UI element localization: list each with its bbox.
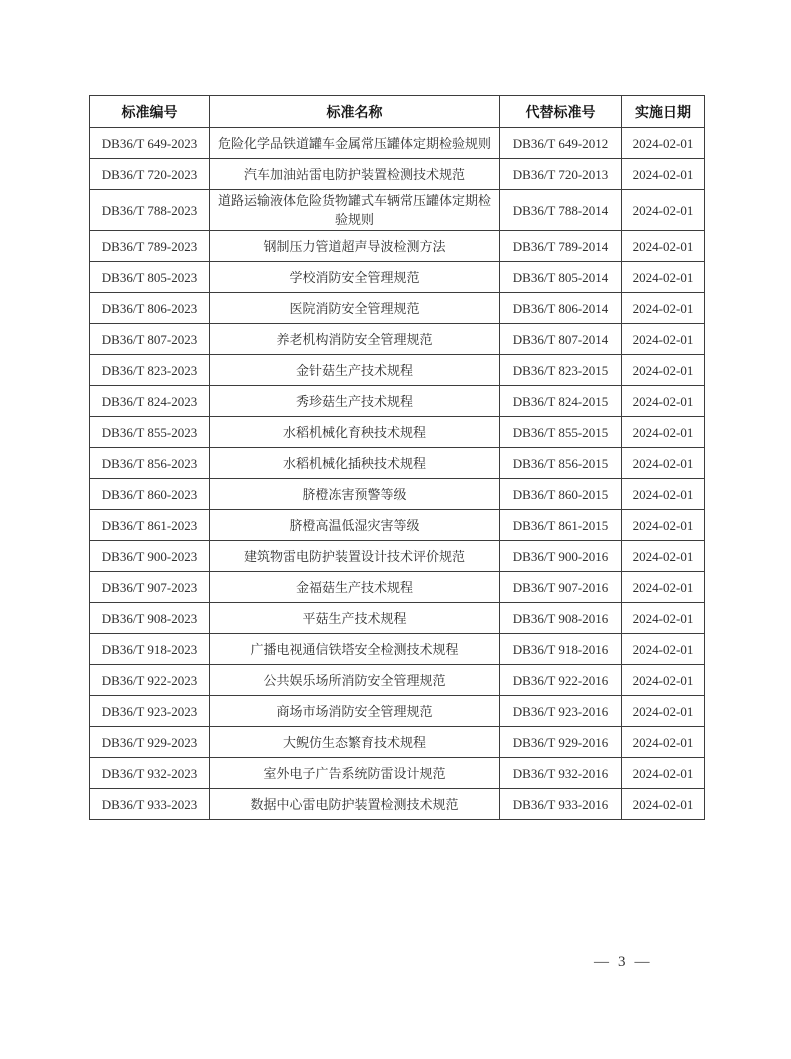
cell-replaced-standard-number: DB36/T 649-2012 [500,128,622,159]
cell-standard-name: 公共娱乐场所消防安全管理规范 [210,665,500,696]
column-header-replaced-standard-number: 代替标准号 [500,96,622,128]
cell-replaced-standard-number: DB36/T 789-2014 [500,231,622,262]
standards-table [89,95,705,820]
cell-standard-number: DB36/T 856-2023 [90,448,210,479]
cell-replaced-standard-number: DB36/T 860-2015 [500,479,622,510]
cell-standard-number: DB36/T 855-2023 [90,417,210,448]
cell-standard-name: 室外电子广告系统防雷设计规范 [210,758,500,789]
cell-implementation-date: 2024-02-01 [622,634,705,665]
cell-standard-number: DB36/T 932-2023 [90,758,210,789]
cell-standard-number: DB36/T 933-2023 [90,789,210,820]
cell-standard-name: 钢制压力管道超声导波检测方法 [210,231,500,262]
column-header-implementation-date: 实施日期 [622,96,705,128]
cell-replaced-standard-number: DB36/T 922-2016 [500,665,622,696]
footer-dash-left: — [594,954,609,970]
cell-standard-number: DB36/T 805-2023 [90,262,210,293]
table-row [90,727,705,758]
cell-replaced-standard-number: DB36/T 861-2015 [500,510,622,541]
cell-implementation-date: 2024-02-01 [622,324,705,355]
cell-standard-number: DB36/T 900-2023 [90,541,210,572]
table-row [90,603,705,634]
cell-standard-number: DB36/T 806-2023 [90,293,210,324]
cell-standard-name: 水稻机械化插秧技术规程 [210,448,500,479]
table-body [90,128,705,820]
cell-implementation-date: 2024-02-01 [622,386,705,417]
cell-implementation-date: 2024-02-01 [622,231,705,262]
cell-standard-number: DB36/T 907-2023 [90,572,210,603]
cell-implementation-date: 2024-02-01 [622,510,705,541]
cell-standard-name: 养老机构消防安全管理规范 [210,324,500,355]
cell-standard-number: DB36/T 908-2023 [90,603,210,634]
cell-standard-name: 大鲵仿生态繁育技术规程 [210,727,500,758]
cell-replaced-standard-number: DB36/T 823-2015 [500,355,622,386]
table-row [90,324,705,355]
cell-standard-number: DB36/T 824-2023 [90,386,210,417]
table-row [90,572,705,603]
cell-implementation-date: 2024-02-01 [622,355,705,386]
table-row [90,355,705,386]
cell-standard-name: 学校消防安全管理规范 [210,262,500,293]
cell-replaced-standard-number: DB36/T 923-2016 [500,696,622,727]
table-row [90,159,705,190]
table-row [90,417,705,448]
cell-replaced-standard-number: DB36/T 907-2016 [500,572,622,603]
cell-standard-name: 脐橙高温低湿灾害等级 [210,510,500,541]
cell-standard-name: 汽车加油站雷电防护装置检测技术规范 [210,159,500,190]
cell-implementation-date: 2024-02-01 [622,159,705,190]
cell-implementation-date: 2024-02-01 [622,128,705,159]
cell-implementation-date: 2024-02-01 [622,541,705,572]
table-row [90,386,705,417]
table-row [90,665,705,696]
cell-replaced-standard-number: DB36/T 908-2016 [500,603,622,634]
cell-standard-name: 建筑物雷电防护装置设计技术评价规范 [210,541,500,572]
table-header [90,96,705,128]
table-row [90,634,705,665]
cell-standard-name: 数据中心雷电防护装置检测技术规范 [210,789,500,820]
cell-standard-name: 金针菇生产技术规程 [210,355,500,386]
cell-implementation-date: 2024-02-01 [622,417,705,448]
table-row [90,262,705,293]
cell-replaced-standard-number: DB36/T 720-2013 [500,159,622,190]
footer-dash-right: — [634,954,650,970]
table-row [90,190,705,231]
cell-standard-name: 道路运输液体危险货物罐式车辆常压罐体定期检验规则 [210,190,500,231]
cell-implementation-date: 2024-02-01 [622,603,705,634]
cell-implementation-date: 2024-02-01 [622,572,705,603]
cell-implementation-date: 2024-02-01 [622,262,705,293]
cell-replaced-standard-number: DB36/T 929-2016 [500,727,622,758]
cell-standard-name: 金福菇生产技术规程 [210,572,500,603]
cell-standard-name: 危险化学品铁道罐车金属常压罐体定期检验规则 [210,128,500,159]
page-number: 3 [618,954,626,970]
cell-standard-name: 秀珍菇生产技术规程 [210,386,500,417]
cell-standard-number: DB36/T 922-2023 [90,665,210,696]
column-header-standard-name: 标准名称 [210,96,500,128]
table-row [90,696,705,727]
cell-standard-number: DB36/T 720-2023 [90,159,210,190]
cell-implementation-date: 2024-02-01 [622,448,705,479]
cell-standard-number: DB36/T 789-2023 [90,231,210,262]
cell-implementation-date: 2024-02-01 [622,293,705,324]
cell-replaced-standard-number: DB36/T 932-2016 [500,758,622,789]
cell-standard-number: DB36/T 807-2023 [90,324,210,355]
table-header-row [90,96,705,128]
cell-standard-number: DB36/T 788-2023 [90,190,210,231]
cell-replaced-standard-number: DB36/T 855-2015 [500,417,622,448]
cell-standard-number: DB36/T 929-2023 [90,727,210,758]
cell-standard-number: DB36/T 861-2023 [90,510,210,541]
cell-replaced-standard-number: DB36/T 900-2016 [500,541,622,572]
cell-replaced-standard-number: DB36/T 918-2016 [500,634,622,665]
cell-standard-number: DB36/T 649-2023 [90,128,210,159]
table-row [90,128,705,159]
cell-standard-name: 平菇生产技术规程 [210,603,500,634]
cell-standard-name: 医院消防安全管理规范 [210,293,500,324]
cell-standard-number: DB36/T 918-2023 [90,634,210,665]
cell-standard-name: 脐橙冻害预警等级 [210,479,500,510]
table-row [90,758,705,789]
cell-implementation-date: 2024-02-01 [622,665,705,696]
cell-standard-number: DB36/T 923-2023 [90,696,210,727]
cell-replaced-standard-number: DB36/T 807-2014 [500,324,622,355]
cell-replaced-standard-number: DB36/T 933-2016 [500,789,622,820]
cell-implementation-date: 2024-02-01 [622,758,705,789]
cell-replaced-standard-number: DB36/T 824-2015 [500,386,622,417]
cell-implementation-date: 2024-02-01 [622,789,705,820]
cell-replaced-standard-number: DB36/T 805-2014 [500,262,622,293]
cell-standard-name: 商场市场消防安全管理规范 [210,696,500,727]
table-row [90,789,705,820]
page-footer [594,954,650,971]
cell-standard-number: DB36/T 823-2023 [90,355,210,386]
cell-implementation-date: 2024-02-01 [622,727,705,758]
cell-replaced-standard-number: DB36/T 806-2014 [500,293,622,324]
table-row [90,231,705,262]
cell-implementation-date: 2024-02-01 [622,190,705,231]
cell-implementation-date: 2024-02-01 [622,479,705,510]
table-row [90,541,705,572]
table-row [90,510,705,541]
cell-standard-name: 广播电视通信铁塔安全检测技术规程 [210,634,500,665]
table-row [90,448,705,479]
cell-standard-name: 水稻机械化育秧技术规程 [210,417,500,448]
cell-standard-number: DB36/T 860-2023 [90,479,210,510]
table-row [90,293,705,324]
cell-implementation-date: 2024-02-01 [622,696,705,727]
table-row [90,479,705,510]
cell-replaced-standard-number: DB36/T 788-2014 [500,190,622,231]
cell-replaced-standard-number: DB36/T 856-2015 [500,448,622,479]
column-header-standard-number: 标准编号 [90,96,210,128]
